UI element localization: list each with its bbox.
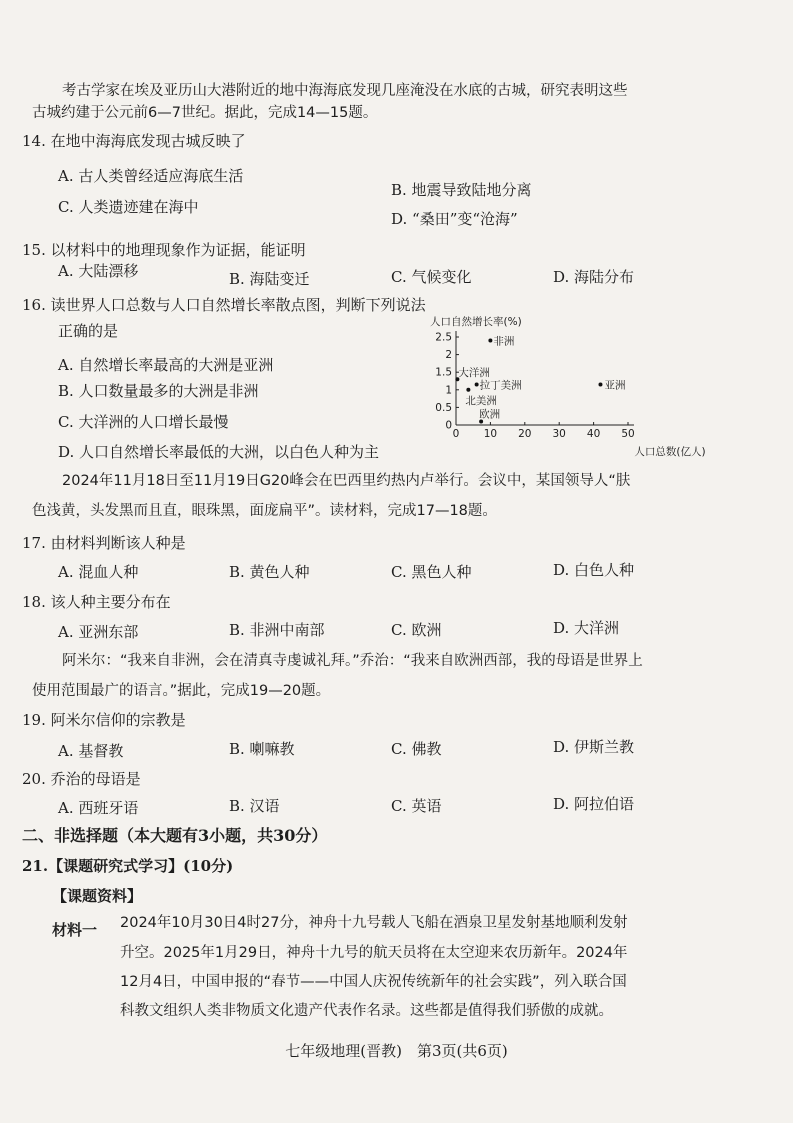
option-15-c[interactable]: C. 气候变化 (391, 268, 472, 286)
material-one-label: 材料一 (52, 921, 98, 939)
option-16-c[interactable]: C. 大洋洲的人口增长最慢 (58, 413, 229, 431)
question-17-stem: 17. 由材料判断该人种是 (22, 534, 186, 552)
question-16-stem: 16. 读世界人口总数与人口自然增长率散点图，判断下列说法 (22, 296, 426, 314)
option-18-b[interactable]: B. 非洲中南部 (229, 621, 325, 639)
data-point (488, 339, 492, 343)
material-line: 2024年10月30日4时27分，神舟十九号载人飞船在酒泉卫星发射基地顺利发射 (120, 915, 628, 931)
option-15-b[interactable]: B. 海陆变迁 (229, 270, 310, 288)
data-point-label: 拉丁美洲 (479, 379, 522, 392)
x-tick-label: 30 (552, 428, 566, 440)
data-point (475, 383, 479, 387)
x-tick-label: 50 (621, 428, 635, 440)
option-14-c[interactable]: C. 人类遗迹建在海中 (58, 198, 199, 216)
option-17-c[interactable]: C. 黑色人种 (391, 563, 472, 581)
option-18-d[interactable]: D. 大洋洲 (553, 619, 620, 637)
question-19-stem: 19. 阿米尔信仰的宗教是 (22, 711, 186, 729)
option-19-c[interactable]: C. 佛教 (391, 740, 442, 758)
passage-line: 古城约建于公元前6—7世纪。据此，完成14—15题。 (32, 105, 378, 121)
passage-line: 阿米尔：“我来自非洲，会在清真寺虔诚礼拜。”乔治：“我来自欧洲西部，我的母语是世界上 (62, 653, 643, 669)
option-20-a[interactable]: A. 西班牙语 (58, 799, 139, 817)
data-point (598, 383, 602, 387)
option-15-d[interactable]: D. 海陆分布 (553, 268, 635, 286)
material-line: 12月4日，中国申报的“春节——中国人庆祝传统新年的社会实践”，列入联合国 (120, 974, 627, 990)
option-20-b[interactable]: B. 汉语 (229, 797, 280, 815)
y-tick-label: 2 (445, 349, 452, 362)
x-tick-label: 0 (452, 428, 460, 440)
x-axis-title: 人口总数(亿人) (634, 446, 706, 458)
data-point-label: 大洋洲 (458, 367, 490, 380)
question-18-stem: 18. 该人种主要分布在 (22, 593, 171, 611)
option-14-b[interactable]: B. 地震导致陆地分离 (391, 181, 532, 199)
page-footer: 七年级地理(晋教) 第3页(共6页) (285, 1042, 508, 1060)
option-19-d[interactable]: D. 伊斯兰教 (553, 738, 635, 756)
x-tick-label: 40 (586, 428, 601, 440)
option-17-a[interactable]: A. 混血人种 (58, 563, 139, 581)
question-14-stem: 14. 在地中海海底发现古城反映了 (22, 132, 246, 150)
passage-line: 色浅黄，头发黑而且直，眼珠黑，面庞扁平”。读材料，完成17—18题。 (32, 503, 497, 519)
option-14-a[interactable]: A. 古人类曾经适应海底生活 (58, 167, 244, 185)
option-16-a[interactable]: A. 自然增长率最高的大洲是亚洲 (58, 356, 274, 374)
y-axis-title: 人口自然增长率(%) (430, 316, 522, 328)
data-point-label: 亚洲 (604, 379, 626, 392)
option-15-a[interactable]: A. 大陆漂移 (58, 262, 139, 280)
population-growth-scatter-chart (428, 313, 708, 463)
option-18-a[interactable]: A. 亚洲东部 (58, 623, 139, 641)
passage-line: 使用范围最广的语言。”据此，完成19—20题。 (32, 683, 331, 699)
y-tick-label: 2.5 (435, 331, 452, 344)
data-point-label: 非洲 (493, 335, 515, 348)
question-21-title: 21.【课题研究式学习】(10分) (22, 857, 234, 875)
y-tick-label: 1 (445, 384, 452, 397)
data-point-label: 欧洲 (479, 408, 501, 421)
passage-line: 考古学家在埃及亚历山大港附近的地中海海底发现几座淹没在水底的古城，研究表明这些 (62, 83, 628, 99)
material-line: 升空。2025年1月29日，神舟十九号的航天员将在太空迎来农历新年。2024年 (120, 945, 628, 961)
option-17-d[interactable]: D. 白色人种 (553, 561, 635, 579)
option-14-d[interactable]: D. “桑田”变“沧海” (391, 210, 518, 228)
question-20-stem: 20. 乔治的母语是 (22, 770, 141, 788)
data-point-label: 北美洲 (465, 394, 497, 407)
option-19-b[interactable]: B. 喇嘛教 (229, 740, 295, 758)
x-tick-label: 10 (483, 428, 498, 440)
option-16-d[interactable]: D. 人口自然增长率最低的大洲，以白色人种为主 (58, 443, 380, 461)
y-tick-label: 0.5 (435, 401, 452, 414)
option-16-b[interactable]: B. 人口数量最多的大洲是非洲 (58, 382, 259, 400)
option-20-c[interactable]: C. 英语 (391, 797, 442, 815)
y-tick-label: 1.5 (435, 366, 452, 379)
x-tick-label: 20 (518, 428, 532, 440)
y-tick-label: 0 (445, 419, 452, 432)
data-point (466, 388, 470, 392)
option-20-d[interactable]: D. 阿拉伯语 (553, 795, 635, 813)
material-line: 科教文组织人类非物质文化遗产代表作名录。这些都是值得我们骄傲的成就。 (120, 1003, 613, 1019)
materials-heading: 【课题资料】 (52, 887, 143, 905)
option-17-b[interactable]: B. 黄色人种 (229, 563, 310, 581)
passage-line: 2024年11月18日至11月19日G20峰会在巴西里约热内卢举行。会议中，某国领导人“肤 (62, 473, 631, 489)
section-heading: 二、非选择题（本大题有3小题，共30分） (22, 826, 328, 845)
option-18-c[interactable]: C. 欧洲 (391, 621, 442, 639)
option-19-a[interactable]: A. 基督教 (58, 742, 124, 760)
question-16-stem-cont: 正确的是 (58, 322, 119, 340)
question-15-stem: 15. 以材料中的地理现象作为证据，能证明 (22, 241, 306, 259)
